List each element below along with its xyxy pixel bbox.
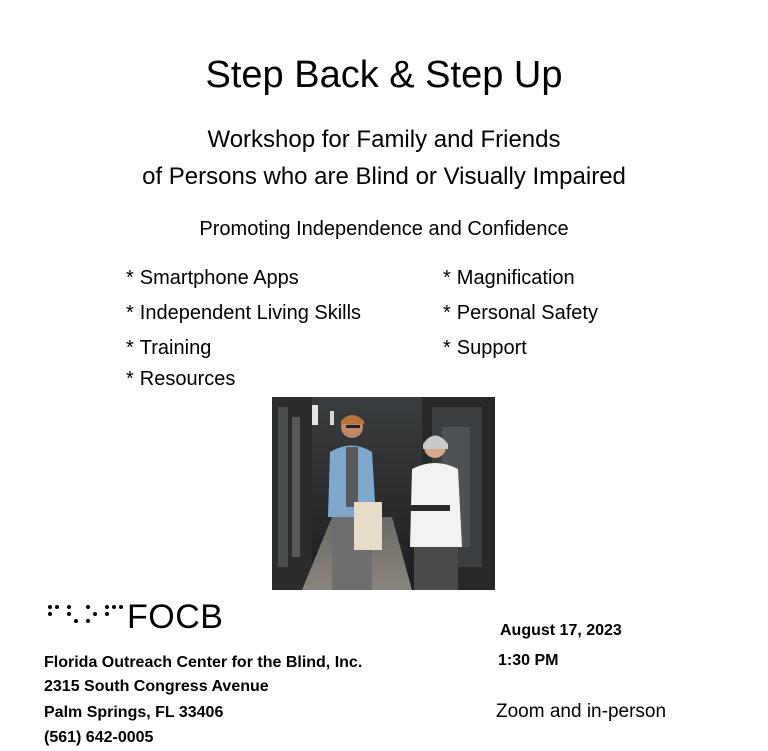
braille-dots-icon bbox=[47, 604, 125, 626]
topic-label: Personal Safety bbox=[456, 302, 598, 324]
topic-item bbox=[443, 333, 527, 363]
topic-item bbox=[443, 298, 598, 328]
topic-item bbox=[126, 298, 361, 328]
topic-label: Magnification bbox=[456, 267, 575, 289]
organization-phone: (561) 642-0005 bbox=[44, 729, 154, 746]
topic-label: Independent Living Skills bbox=[139, 302, 362, 324]
bullet-marker: * bbox=[126, 267, 134, 289]
topic-item bbox=[126, 263, 299, 293]
flyer-title: Step Back & Step Up bbox=[205, 54, 563, 96]
workshop-subtitle-line2: of Persons who are Blind or Visually Impaired bbox=[142, 163, 626, 190]
organization-city: Palm Springs, FL 33406 bbox=[44, 704, 224, 721]
bullet-marker: * bbox=[126, 302, 134, 324]
logo-text: FOCB bbox=[127, 598, 224, 636]
bullet-marker: * bbox=[126, 368, 134, 390]
topic-label: Support bbox=[456, 337, 527, 359]
tagline: Promoting Independence and Confidence bbox=[199, 218, 569, 240]
bullet-marker: * bbox=[126, 337, 134, 359]
topic-label: Smartphone Apps bbox=[139, 267, 299, 289]
bullet-marker: * bbox=[443, 267, 451, 289]
event-format: Zoom and in-person bbox=[496, 701, 667, 722]
topic-item bbox=[126, 364, 235, 394]
event-date: August 17, 2023 bbox=[500, 622, 622, 639]
topic-item bbox=[126, 333, 211, 363]
event-time: 1:30 PM bbox=[498, 652, 559, 669]
topic-label: Training bbox=[139, 337, 212, 359]
organization-name: Florida Outreach Center for the Blind, Inc. bbox=[44, 654, 363, 671]
workshop-photo bbox=[272, 397, 495, 590]
organization-street: 2315 South Congress Avenue bbox=[44, 678, 269, 695]
workshop-subtitle-line1: Workshop for Family and Friends bbox=[207, 126, 561, 153]
bullet-marker: * bbox=[443, 337, 451, 359]
topic-item bbox=[443, 263, 575, 293]
topic-label: Resources bbox=[139, 368, 236, 390]
bullet-marker: * bbox=[443, 302, 451, 324]
